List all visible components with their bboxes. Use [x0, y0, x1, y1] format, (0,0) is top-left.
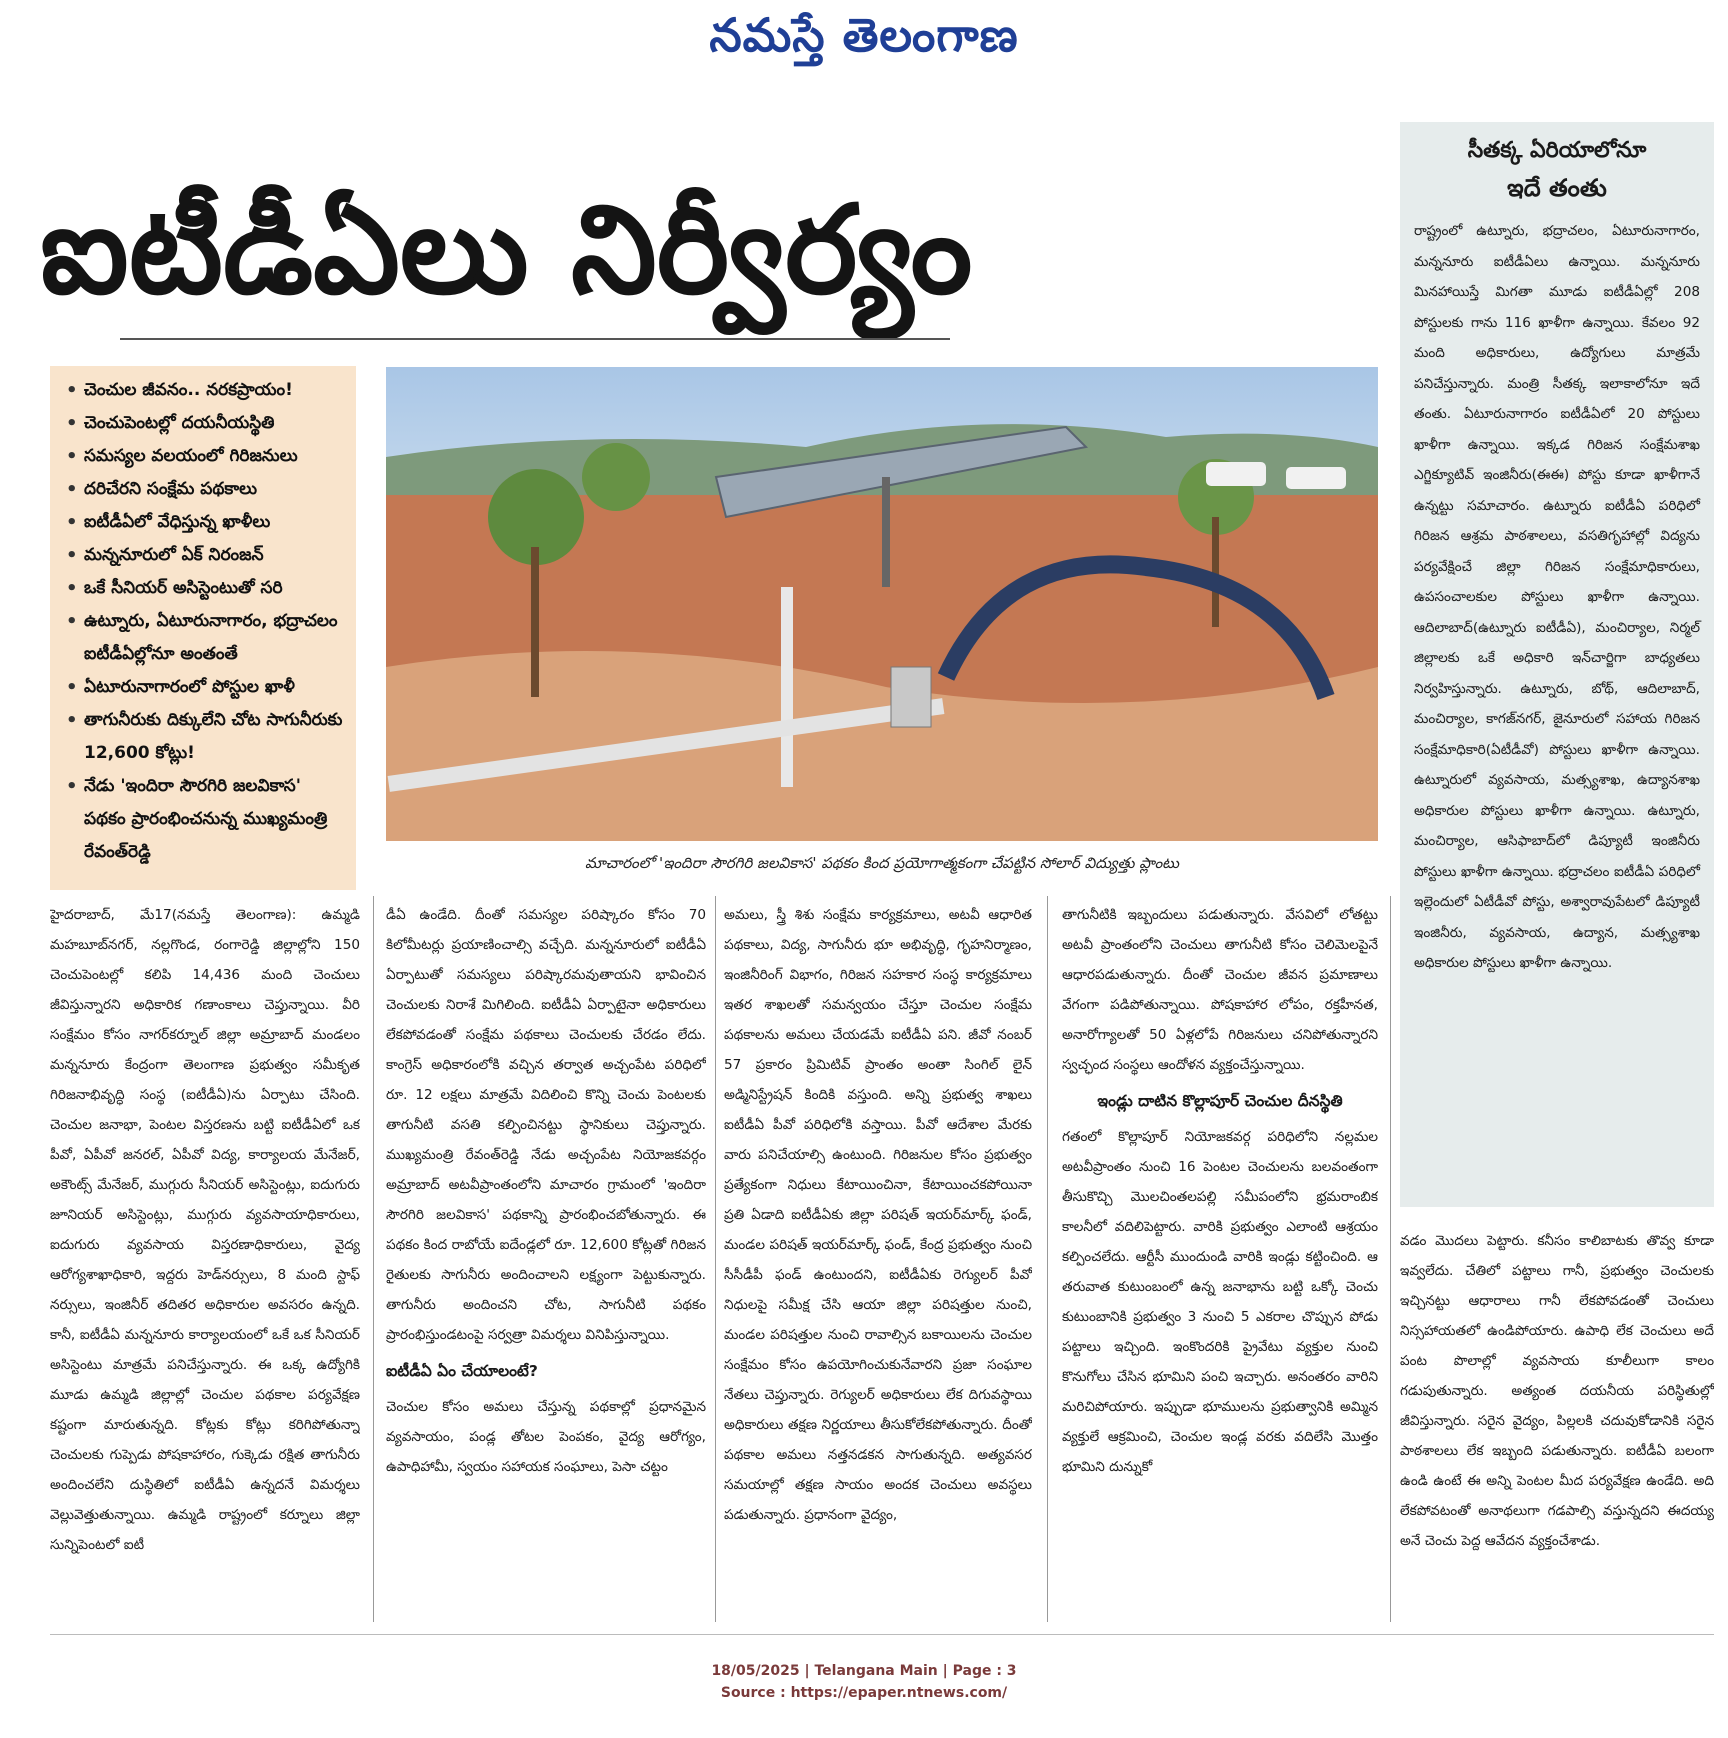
column-divider [373, 896, 374, 1622]
footer-date-page: 18/05/2025 | Telangana Main | Page : 3 [711, 1663, 1017, 1679]
article-column-5: వడం మొదలు పెట్టారు. కనీసం కాలిబాటకు తొవ్వ కూడా ఇవ్వలేదు. చేతిలో పట్టాలు గానీ, ప్రభుత్వం చెంచులకు ఇచ్చినట్టు ఆధారాలు గానీ లేకపోవడంతో చెంచులు నిస్సహాయతలో ఉండిపోయారు. ఉపాధి లేక చెంచులు అదే పంట పొలాల్లో వ్యవసాయ కూలీలుగా కాలం గడుపుతున్నారు. అత్యంత దయనీయ పరిస్థితుల్లో జీవిస్తున్నారు. సరైన వైద్యం, పిల్లలకి చదువుకోడానికి సరైన పాఠశాలలు లేక ఇబ్బంది పడుతున్నారు. ఐటీడీఏ బలంగా ఉండి ఉంటే ఈ అన్ని పెంటల మీద పర్యవేక్షణ ఉండేది. అది లేకపోవటంతో అనాథలుగా గడపాల్సి వస్తున్నదని ఈదయ్య అనే చెంచు పెద్ద ఆవేదన వ్యక్తంచేశాడు. [1400, 1233, 1714, 1549]
column-4-text: తాగునీటికి ఇబ్బందులు పడుతున్నారు. వేసవిలో లోతట్టు అటవీ ప్రాంతంలోని చెంచులు తాగునీటి కోసం చెలిమెలపైనే ఆధారపడుతున్నారు. దీంతో చెంచుల జీవన ప్రమాణాలు వేగంగా పడిపోతున్నాయి. పోషకాహార లోపం, రక్తహీనత, అనారోగ్యాలతో 50 ఏళ్లలోపే గిరిజనులు చనిపోతున్నారని స్వచ్ఛంద సంస్థలు ఆందోళన వ్యక్తంచేస్తున్నాయి. [1062, 907, 1378, 1073]
solar-plant-photo [386, 367, 1378, 841]
headline-rule [120, 338, 950, 340]
sidebar-body: రాష్ట్రంలో ఉట్నూరు, భద్రాచలం, ఏటూరునాగారం, మన్ననూరు ఐటీడీఏలు ఉన్నాయి. మన్ననూరు మినహాయిస్తే మిగతా మూడు ఐటీడీఏల్లో 208 పోస్టులకు గాను 116 ఖాళీగా ఉన్నాయి. కేవలం 92 మంది అధికారులు, ఉద్యోగులు మాత్రమే పనిచేస్తున్నారు. మంత్రి సీతక్క ఇలాకాలోనూ ఇదే తంతు. ఏటూరునాగారం ఐటీడీఏలో 20 పోస్టులు ఖాళీగా ఉన్నాయి. ఇక్కడ గిరిజన సంక్షేమశాఖ ఎగ్జిక్యూటివ్ ఇంజినీరు(ఈఈ) పోస్టు కూడా ఖాళీగానే ఉన్నట్టు సమాచారం. ఉట్నూరు ఐటీడీఏ పరిధిలో గిరిజన ఆశ్రమ పాఠశాలలు, వసతిగృహాల్లో విద్యను పర్యవేక్షించే జిల్లా గిరిజన సంక్షేమాధికారులు, ఉపసంచాలకుల పోస్టులు ఖాళీగా ఉన్నాయి. ఆదిలాబాద్(ఉట్నూరు ఐటీడీఏ), మంచిర్యాల, నిర్మల్ జిల్లాలకు ఒకే అధికారి ఇన్‌చార్జిగా బాధ్యతలు నిర్వహిస్తున్నారు. ఉట్నూరు, బోథ్, ఆదిలాబాద్, మంచిర్యాల, కాగజ్‌నగర్, జైనూరులో సహాయ గిరిజన సంక్షేమాధికారి(ఏటీడీవో) పోస్టులు ఖాళీగా ఉన్నాయి. ఉట్నూరులో వ్యవసాయ, మత్స్యశాఖ, ఉద్యానశాఖ అధికారుల పోస్టులు ఖాళీగా ఉన్నాయి. ఉట్నూరు, మంచిర్యాల, ఆసిఫాబాద్‌లో డిప్యూటీ ఇంజినీరు పోస్టులు ఖాళీగా ఉన్నాయి. భద్రాచలం ఐటీడీఏ పరిధిలో ఇల్లెందులో ఏటీడీవో పోస్టు, అశ్వారావుపేటలో డిప్యూటీ ఇంజినీరు, వ్యవసాయ, ఉద్యాన, మత్స్యశాఖ అధికారుల పోస్టులు ఖాళీగా ఉన్నాయి. [1414, 223, 1700, 971]
pvc-pipe [781, 587, 793, 787]
photo-caption: మాచారంలో 'ఇందిరా సౌరగిరి జలవికాస' పథకం కింద ప్రయోగాత్మకంగా చేపట్టిన సోలార్ విద్యుత్తు ప్లాంటు [585, 854, 1179, 872]
tree [582, 443, 650, 511]
highlight-item: • చెంచుల జీవనం.. నరకప్రాయం! [62, 374, 344, 407]
column-2-text: డీఏ ఉండేది. దీంతో సమస్యల పరిష్కారం కోసం 70 కిలోమీటర్లు ప్రయాణించాల్సి వచ్చేది. మన్ననూరులో ఐటీడీఏ ఏర్పాటుతో సమస్యలు పరిష్కారమవుతాయని భావించిన చెంచులకు నిరాశే మిగిలింది. ఐటీడీఏ ఏర్పాటైనా అధికారులు లేకపోవడంతో సంక్షేమ పథకాలు చెంచులకు చేరడం లేదు. కాంగ్రెస్ అధికారంలోకి వచ్చిన తర్వాత అచ్చంపేట పరిధిలో రూ. 12 లక్షలు మాత్రమే విదిలించి కొన్ని చెంచు పెంటలకు తాగునీటి వసతి కల్పించినట్టు స్థానికులు చెప్తున్నారు. ముఖ్యమంత్రి రేవంత్‌రెడ్డి నేడు అచ్చంపేట నియోజకవర్గం అమ్రాబాద్ అటవీప్రాంతంలోని మాచారం గ్రామంలో 'ఇందిరా సౌరగిరి జలవికాస' పథకాన్ని ప్రారంభించబోతున్నారు. ఈ పథకం కింద రాబోయే ఐదేండ్లలో రూ. 12,600 కోట్లతో గిరిజన రైతులకు సాగునీరు అందించాలని లక్ష్యంగా పెట్టుకున్నారు. తాగునీరు అందించని చోట, సాగునీటి పథకం ప్రారంభిస్తుండటంపై సర్వత్రా విమర్శలు వినిపిస్తున్నాయి. [386, 907, 706, 1343]
tree-trunk [1212, 517, 1219, 627]
car [1286, 467, 1346, 489]
bottom-rule [50, 1634, 1714, 1635]
article-column-4 [1062, 900, 1378, 1620]
tree-trunk [531, 547, 539, 697]
highlights-list [62, 374, 344, 869]
newspaper-logo: నమస్తే తెలంగాణ [709, 8, 1019, 62]
subheading-kollapur: ఇండ్లు దాటిన కొల్లాపూర్ చెంచుల దీనస్థితి [1097, 1092, 1343, 1110]
highlight-item: • నేడు 'ఇందిరా సౌరగిరి జలవికాస' పథకం ప్రారంభించనున్న ముఖ్యమంత్రి రేవంత్‌రెడ్డి [62, 770, 344, 869]
highlights-box [50, 366, 356, 890]
sidebar-title-line1: సీతక్క ఏరియాలోనూ [1467, 138, 1647, 163]
pump-motor [891, 667, 931, 727]
sidebar-title-line2: ఇదే తంతు [1507, 174, 1607, 202]
highlight-item: • ఐటీడీఏలో వేధిస్తున్న ఖాళీలు [62, 506, 344, 539]
article-column-1: హైదరాబాద్, మే17(నమస్తే తెలంగాణ): ఉమ్మడి మహబూబ్‌నగర్, నల్లగొండ, రంగారెడ్డి జిల్లాల్లోని 150 చెంచుపెంటల్లో కలిపి 14,436 మంది చెంచులు జీవిస్తున్నారని అధికారిక గణాంకాలు చెప్తున్నాయి. వీరి సంక్షేమం కోసం నాగర్‌కర్నూల్ జిల్లా అమ్రాబాద్ మండలం మన్ననూరు కేంద్రంగా తెలంగాణ ప్రభుత్వం సమీకృత గిరిజనాభివృద్ధి సంస్థ (ఐటీడీఏ)ను ఏర్పాటు చేసింది. చెంచుల జనాభా, పెంటల విస్తరణను బట్టి ఐటీడీఏలో ఒక పీవో, ఏపీవో జనరల్, ఏపీవో విద్య, కార్యాలయ మేనేజర్, అకౌంట్స్ మేనేజర్, ముగ్గురు సీనియర్ అసిస్టెంట్లు, ఐదుగురు జూనియర్ అసిస్టెంట్లు, ముగ్గురు వ్యవసాయాధికారులు, ఐదుగురు వ్యవసాయ విస్తరణాధికారులు, వైద్య ఆరోగ్యశాఖాధికారి, ఇద్దరు హెడ్‌నర్సులు, 8 మంది స్టాఫ్ నర్సులు, ఇంజినీర్ తదితర అధికారుల అవసరం ఉన్నది. కానీ, ఐటీడీఏ మన్ననూరు కార్యాలయంలో ఒకే ఒక సీనియర్ అసిస్టెంటు మాత్రమే పనిచేస్తున్నారు. ఈ ఒక్క ఉద్యోగికి మూడు ఉమ్మడి జిల్లాల్లో చెంచుల పథకాల పర్యవేక్షణ కష్టంగా మారుతున్నది. కోట్లకు కోట్లు కరిగిపోతున్నా చెంచులకు గుప్పెడు పోషకాహారం, గుక్కెడు రక్షిత తాగునీరు అందించలేని దుస్థితిలో ఐటీడీఏ ఉన్నదనే విమర్శలు వెల్లువెత్తుతున్నాయి. ఉమ్మడి రాష్ట్రంలో కర్నూలు జిల్లా సున్నిపెంటలో ఐటీ [50, 907, 360, 1553]
highlight-item: • సమస్యల వలయంలో గిరిజనులు [62, 440, 344, 473]
column-4-text-continued: గతంలో కొల్లాపూర్ నియోజకవర్గ పరిధిలోని నల్లమల అటవీప్రాంతం నుంచి 16 పెంటల చెంచులను బలవంతంగా తీసుకొచ్చి మొలచింతలపల్లి సమీపంలోని భ్రమరాంబిక కాలనీలో వదిలిపెట్టారు. వారికి ప్రభుత్వం ఎలాంటి ఆశ్రయం కల్పించలేదు. ఆర్టీసీ ముందుండి వారికి ఇండ్లు కట్టించింది. ఆ తరువాత కుటుంబంలో ఉన్న జనాభాను బట్టి ఒక్కో చెంచు కుటుంబానికి ప్రభుత్వం 3 నుంచి 5 ఎకరాల చొప్పున పోడు పట్టాలు ఇచ్చింది. ఇంకొందరికి ప్రైవేటు వ్యక్తుల నుంచి కొనుగోలు చేసిన భూమిని పంచి ఇచ్చారు. అనంతరం వారిని మరిచిపోయారు. ఇప్పుడా భూములను ప్రభుత్వానికి అమ్మిన వ్యక్తులే ఆక్రమించి, చెంచుల ఇండ్ల వరకు వదిలేసి మొత్తం భూమిని దున్నుకో [1062, 1129, 1378, 1475]
highlight-item: • ఒకే సీనియర్ అసిస్టెంటుతో సరి [62, 572, 344, 605]
article-column-2 [386, 900, 706, 1620]
car [1206, 462, 1266, 486]
highlight-item: • తాగునీరుకు దిక్కులేని చోట సాగునీరుకు 12,600 కోట్లు! [62, 704, 344, 770]
column-2-text-continued: చెంచుల కోసం అమలు చేస్తున్న పథకాల్లో ప్రధానమైన వ్యవసాయం, పండ్ల తోటల పెంపకం, వైద్య ఆరోగ్యం, ఉపాధిహామీ, స్వయం సహాయక సంఘాలు, పెసా చట్టం [386, 1399, 706, 1475]
highlight-item: • ఏటూరునాగారంలో పోస్టుల ఖాళీ [62, 671, 344, 704]
highlight-item: • మన్ననూరులో ఏక్ నిరంజన్ [62, 539, 344, 572]
column-divider [715, 896, 716, 1622]
masthead [0, 0, 1728, 70]
column-divider [1390, 896, 1391, 1622]
headline: ఐటీడీఏలు నిర్వీర్యం [40, 179, 973, 321]
column-divider [1047, 896, 1048, 1622]
subheading-itda: ఐటీడీఏ ఏం చేయాలంటే? [386, 1362, 538, 1380]
highlight-item: • ఉట్నూరు, ఏటూరునాగారం, భద్రాచలం ఐటీడీఏల్లోనూ అంతంతే [62, 605, 344, 671]
photo-illustration [386, 367, 1378, 841]
sidebar-box [1400, 122, 1714, 1207]
article-column-3: అమలు, స్త్రీ శిశు సంక్షేమ కార్యక్రమాలు, అటవీ ఆధారిత పథకాలు, విద్య, సాగునీరు భూ అభివృద్ధి, గృహనిర్మాణం, ఇంజినీరింగ్ విభాగం, గిరిజన సహకార సంస్థ కార్యక్రమాలు ఇతర శాఖలతో సమన్వయం చేస్తూ చెంచుల సంక్షేమ పథకాలను అమలు చేయడమే ఐటీడీఏ పని. జీవో నంబర్ 57 ప్రకారం ప్రిమిటివ్ ప్రాంతం అంతా సింగిల్ లైన్ అడ్మినిస్ట్రేషన్ కిందికి వస్తుంది. అన్ని ప్రభుత్వ శాఖలు ఐటీడీఏ పీవో పరిధిలోకి వస్తాయి. పీవో ఆదేశాల మేరకు వారు పనిచేయాల్సి ఉంటుంది. గిరిజనుల కోసం ప్రభుత్వం ప్రత్యేకంగా నిధులు కేటాయించినా, కేటాయించకపోయినా ప్రతి ఏడాది ఐటీడీఏకు జిల్లా పరిషత్ ఇయర్‌మార్క్ ఫండ్, మండల పరిషత్ ఇయర్‌మార్క్ ఫండ్, కేంద్ర ప్రభుత్వం నుంచి సీసీడీపీ ఫండ్ ఉంటుందని, ఐటీడీఏకు రెగ్యులర్ పీవో నిధులపై సమీక్ష చేసి ఆయా జిల్లా పరిషత్తుల నుంచి, మండల పరిషత్తుల నుంచి రావాల్సిన బకాయిలను చెంచుల సంక్షేమం కోసం ఉపయోగించుకునేవారని ప్రజా సంఘాల నేతలు చెప్తున్నారు. రెగ్యులర్ అధికారులు లేక దిగువస్థాయి అధికారులు తక్షణ నిర్ణయాలు తీసుకోలేకపోతున్నారు. దీంతో పథకాల అమలు నత్తనడకన సాగుతున్నది. అత్యవసర సమయాల్లో తక్షణ సాయం అందక చెంచులు అవస్థలు పడుతున్నారు. ప్రధానంగా వైద్యం, [724, 907, 1032, 1523]
highlight-item: • చెంచుపెంటల్లో దయనీయస్థితి [62, 407, 344, 440]
highlight-item: • దరిచేరని సంక్షేమ పథకాలు [62, 473, 344, 506]
page-footer [0, 1660, 1728, 1704]
footer-source: Source : https://epaper.ntnews.com/ [720, 1685, 1008, 1701]
